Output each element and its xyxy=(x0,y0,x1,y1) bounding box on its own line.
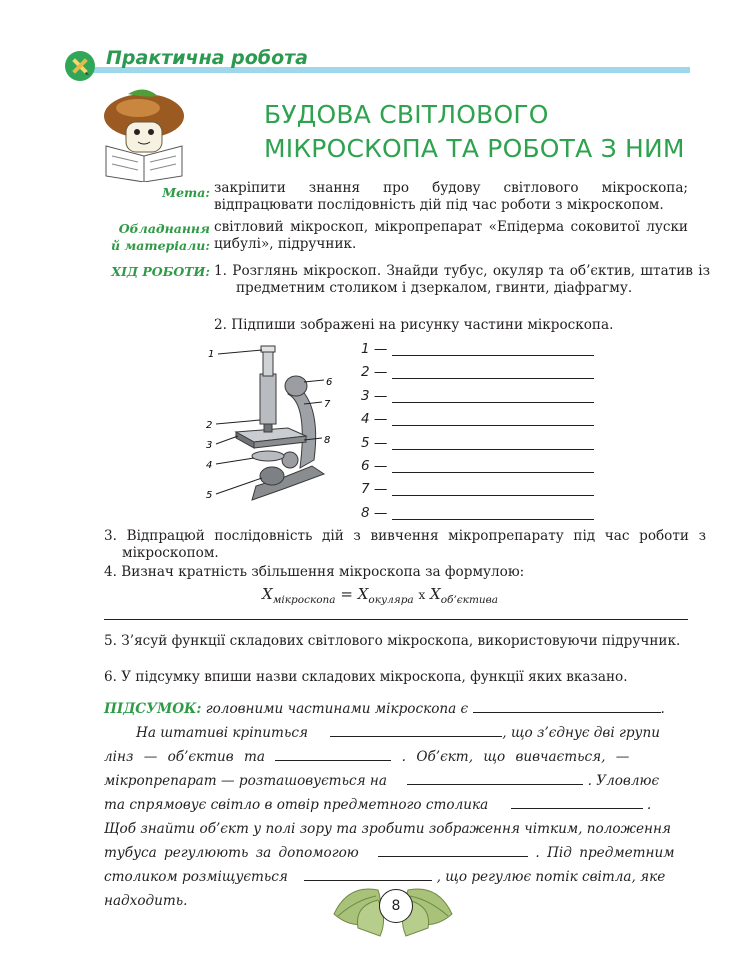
summary-text-6: Щоб знайти об’єкт у полі зору та зробити зображення чітким, положення xyxy=(104,821,671,837)
answer-line xyxy=(104,619,688,620)
part-label-number: 4 — xyxy=(361,411,388,428)
title-line-1: БУДОВА СВІТЛОВОГО xyxy=(264,100,549,129)
formula-sub-eyepiece: окуляра xyxy=(368,594,414,606)
part-label-number: 5 — xyxy=(361,434,388,451)
part-label-blank[interactable] xyxy=(392,355,594,356)
step-5: 5. З’ясуй функції складових світлового мікроскопа, використовуючи підручник. xyxy=(104,633,681,649)
summary-text-1-end: . xyxy=(660,701,665,717)
step-4: 4. Визнач кратність збільшення мікроскопа за формулою: xyxy=(104,564,525,580)
summary-text-7b: . Під предметним xyxy=(535,845,675,861)
step-1: 1. Розглянь мікроскоп. Знайди тубус, окуляр та об’єктив, штатив із предметним столиком і дзеркалом, гвинти, діафрагму. xyxy=(214,263,710,296)
part-label-number: 1 — xyxy=(361,341,388,357)
part-label-blank[interactable] xyxy=(392,449,594,450)
microscope-figure xyxy=(196,340,346,512)
formula-x-1: X xyxy=(262,585,273,603)
part-label-number: 8 — xyxy=(361,504,388,521)
callout-2: 2 xyxy=(206,420,213,431)
formula-x-2: X xyxy=(357,585,369,603)
part-label-number: 2 — xyxy=(361,364,388,381)
formula-x-3: X xyxy=(430,585,441,603)
mushroom-mascot-illustration xyxy=(98,86,190,182)
summary-label: ПІДСУМОК: xyxy=(104,701,202,717)
equipment-text: світловий мікроскоп, мікропрепарат «Епідерма соковитої луски цибулі», підручник. xyxy=(214,219,688,252)
summary-line-3 xyxy=(104,745,694,769)
callout-7: 7 xyxy=(324,399,331,410)
part-label-blank[interactable] xyxy=(392,472,594,473)
part-label-blank[interactable] xyxy=(392,519,594,520)
callout-4: 4 xyxy=(206,460,213,471)
callout-6: 6 xyxy=(326,377,333,388)
summary-text-2b: , що з’єднує дві групи xyxy=(502,725,660,741)
summary-text-5a: та спрямовує світло в отвір предметного столика xyxy=(104,797,489,813)
summary-line-4 xyxy=(104,769,694,793)
summary-text-8b: , що регулює потік світла, яке xyxy=(436,869,666,885)
summary-line-6 xyxy=(104,817,694,841)
summary-text-3b: . Об’єкт, що вивчається, — xyxy=(401,749,630,765)
procedure-label: ХІД РОБОТИ: xyxy=(111,264,210,279)
callout-1: 1 xyxy=(208,349,215,360)
step-3: 3. Відпрацюй послідовність дій з вивчення мікропрепарату під час роботи з мікроскопом. xyxy=(104,528,706,561)
summary-text-9: надходить. xyxy=(104,893,188,909)
part-label-number: 6 — xyxy=(361,458,388,474)
blank-2[interactable] xyxy=(330,722,502,737)
formula-equals: = xyxy=(340,585,353,603)
goal-label: Мета: xyxy=(162,185,210,200)
goal-text: закріпити знання про будову світлового мікроскопа; відпрацювати послідовність дій під час роботи з мікроскопом. xyxy=(214,180,688,213)
summary-text-7a: тубуса регулюють за допомогою xyxy=(104,845,359,861)
summary-text-4a: мікропрепарат — розташовується на xyxy=(104,773,387,789)
formula-sub-objective: об’єктива xyxy=(440,594,499,606)
formula-sub-microscope: мікроскопа xyxy=(272,594,336,606)
formula-times: x xyxy=(418,588,426,602)
summary-text-4b: . Уловлює xyxy=(587,773,660,789)
equipment-label-line-2: й матеріали: xyxy=(110,238,210,253)
part-label-blank[interactable] xyxy=(392,378,594,379)
callout-5: 5 xyxy=(206,490,213,501)
page-number: 8 xyxy=(379,889,413,923)
blank-1[interactable] xyxy=(473,698,661,713)
callout-8: 8 xyxy=(324,435,331,446)
part-label-blank[interactable] xyxy=(392,402,594,403)
blank-6[interactable] xyxy=(378,842,528,857)
page-title xyxy=(264,98,685,166)
summary-text-3a: лінз — об’єктив та xyxy=(104,749,266,765)
blank-4[interactable] xyxy=(407,770,583,785)
magnification-formula xyxy=(262,585,498,606)
part-label-number: 3 — xyxy=(361,387,388,404)
equipment-label xyxy=(96,220,210,254)
step-6: 6. У підсумку впиши назви складових мікроскопа, функції яких вказано. xyxy=(104,669,628,685)
part-label-blank[interactable] xyxy=(392,425,594,426)
summary-text-1: головними частинами мікроскопа є xyxy=(205,701,469,717)
callout-3: 3 xyxy=(206,440,213,451)
part-label-number: 7 — xyxy=(361,481,388,498)
blank-3[interactable] xyxy=(275,746,391,761)
summary-text-5b: . xyxy=(646,797,652,813)
part-label-blank[interactable] xyxy=(392,495,594,496)
summary-line-5 xyxy=(104,793,694,817)
summary-line-1 xyxy=(104,697,694,721)
summary-text-2a: На штативі кріпиться xyxy=(136,725,308,741)
step-2: 2. Підпиши зображені на рисунку частини мікроскопа. xyxy=(214,317,614,333)
summary-text-8a: столиком розміщується xyxy=(104,869,288,885)
equipment-label-line-1: Обладнання xyxy=(118,221,210,236)
pencil-ruler-icon xyxy=(64,50,96,82)
summary-line-7 xyxy=(104,841,694,865)
summary-line-2 xyxy=(104,721,694,745)
title-line-2: МІКРОСКОПА ТА РОБОТА З НИМ xyxy=(264,134,685,163)
section-label: Практична робота xyxy=(106,47,308,69)
blank-5[interactable] xyxy=(511,794,643,809)
